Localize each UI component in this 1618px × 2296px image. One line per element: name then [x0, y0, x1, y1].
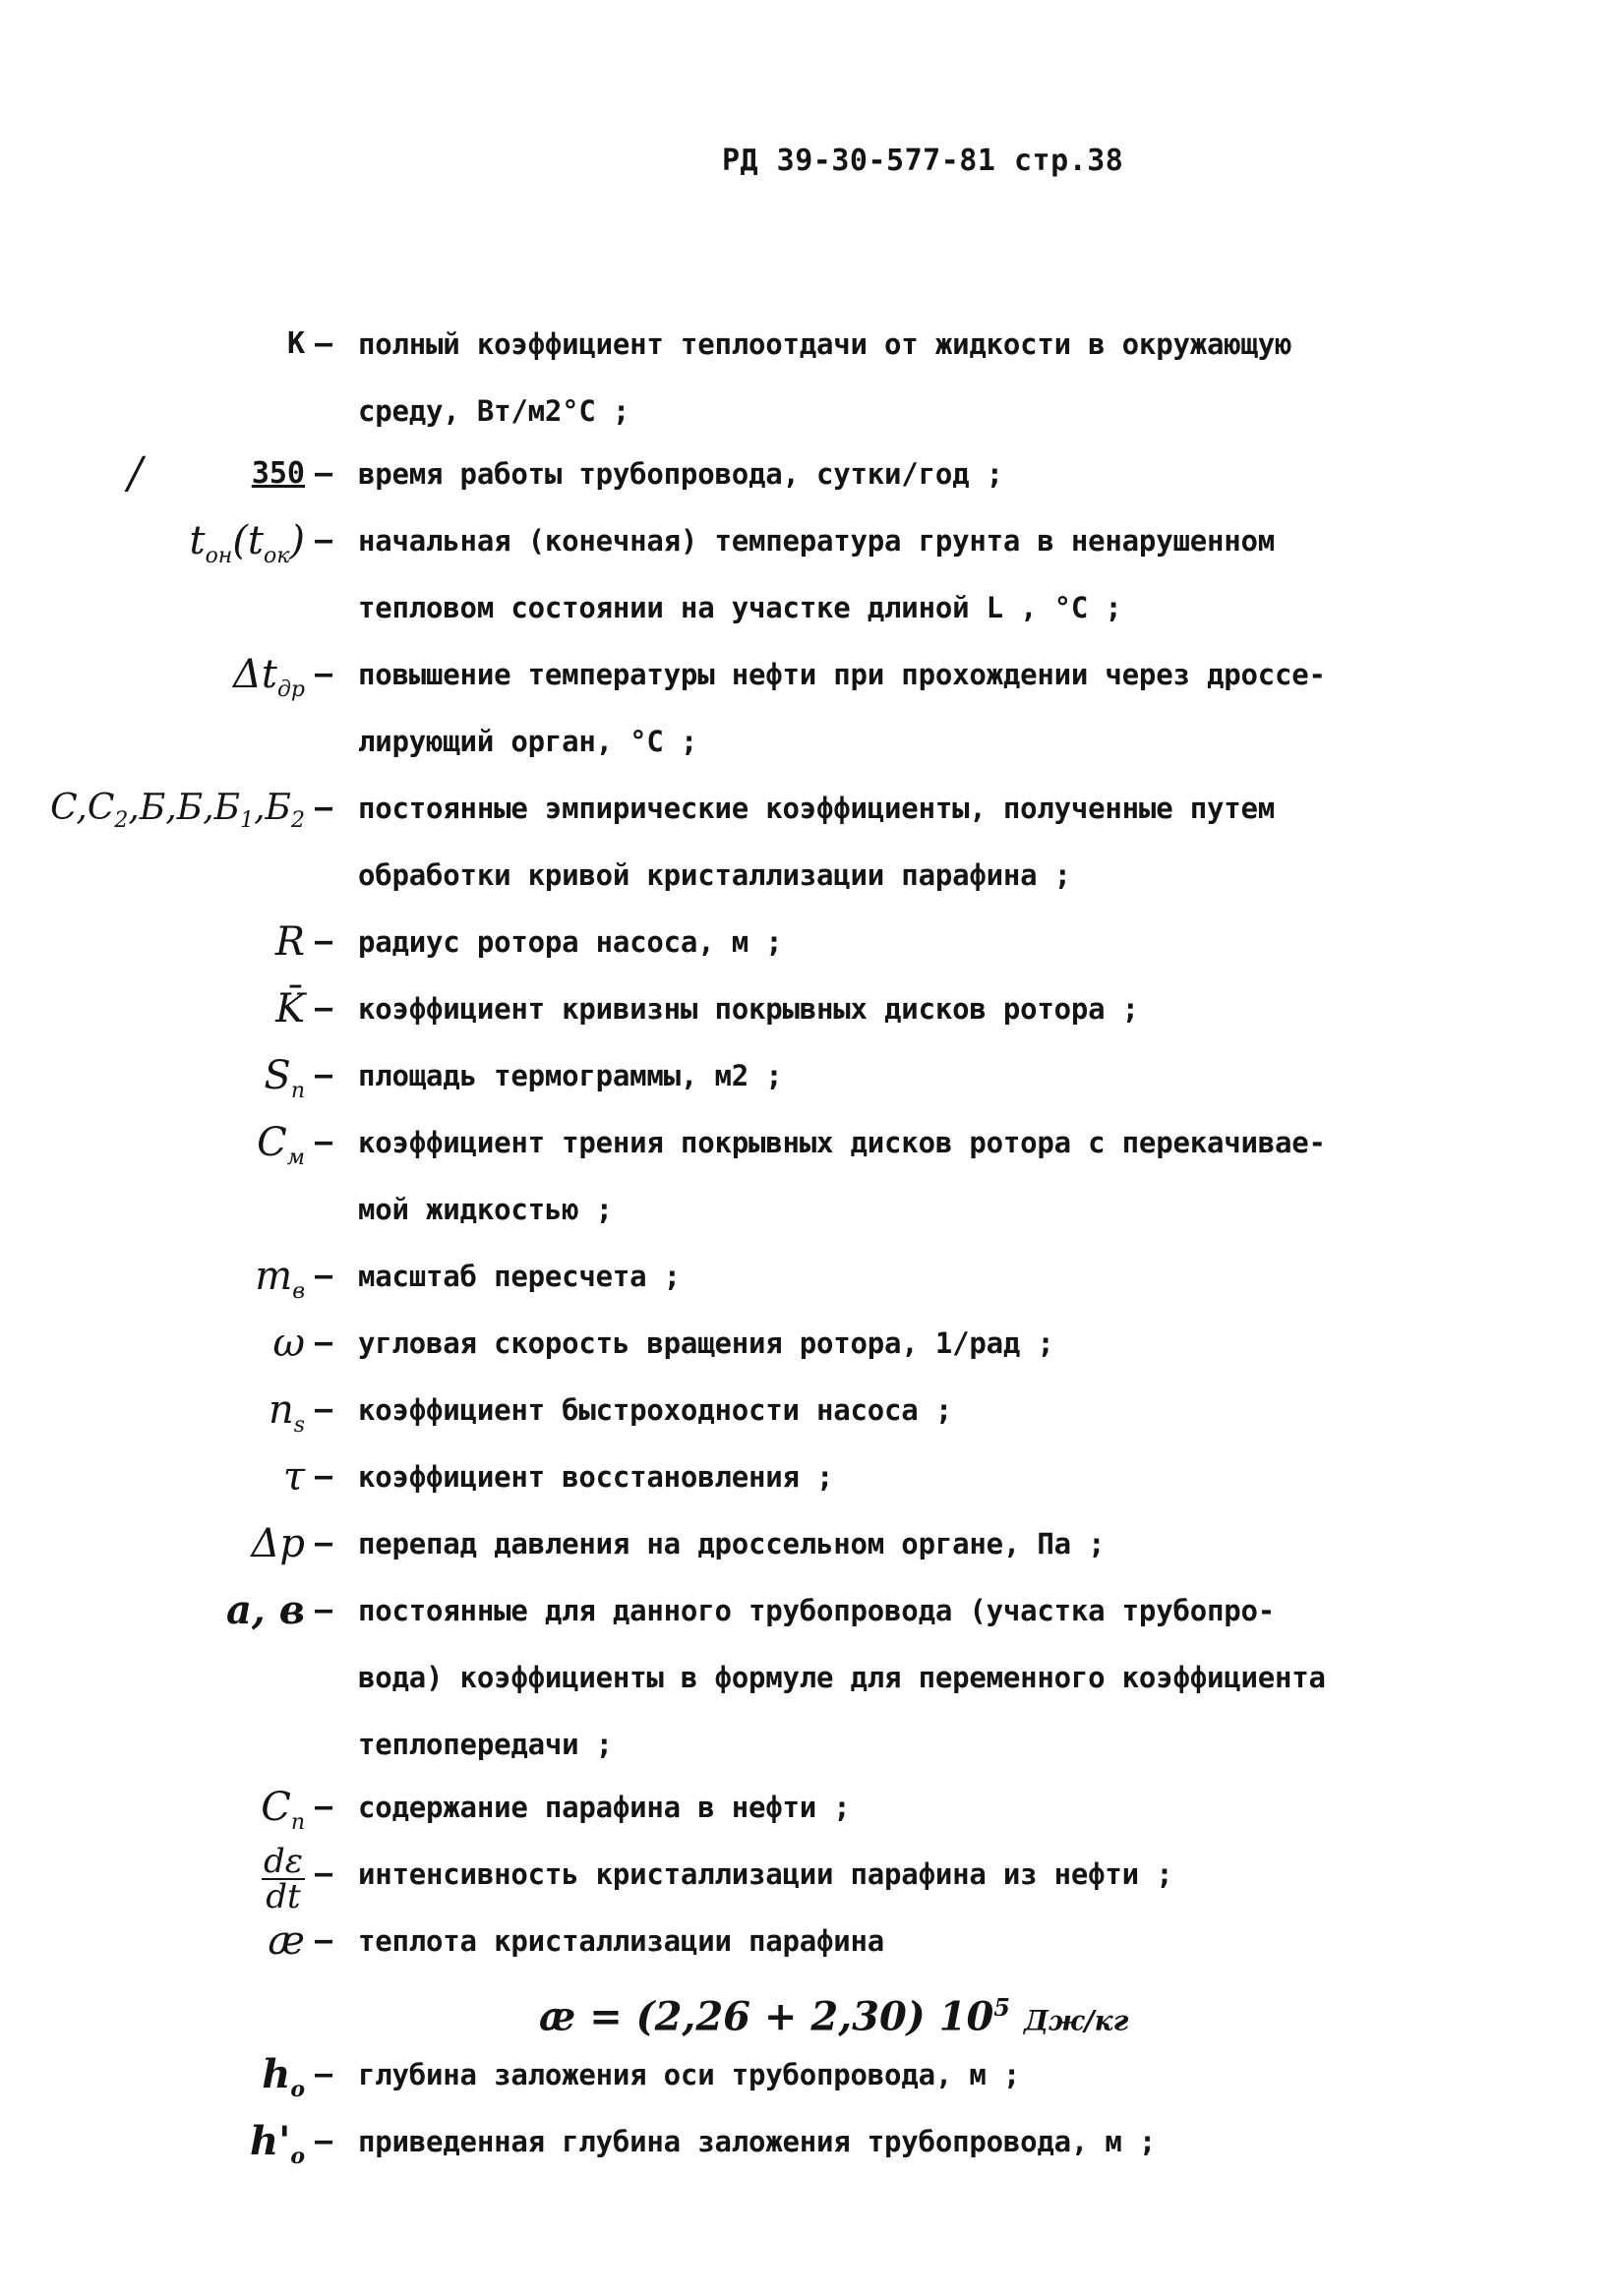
- entry-dash: –: [315, 1790, 333, 1824]
- entry-dash: –: [315, 456, 333, 491]
- entry-description: коэффициент восстановления ;: [358, 1460, 834, 1494]
- entry-symbol: R: [274, 919, 305, 965]
- entry-symbol: $C,C_2,Б,Б,Б_1,Б_2$: [50, 788, 305, 834]
- entry-symbol: 350: [251, 456, 305, 491]
- entry-symbol: τ: [282, 1454, 305, 1500]
- entry-description: интенсивность кристаллизации парафина из нефти ;: [358, 1857, 1173, 1891]
- entry-description: повышение температуры нефти при прохождении через дроссе- лирующий орган, °С ;: [358, 658, 1326, 758]
- crystallization-heat-formula: æ = (2,26 + 2,30) $10^5$ Дж/кг: [539, 1993, 1129, 2040]
- entry-dash: –: [315, 1392, 333, 1427]
- entry-description: радиус ротора насоса, м ;: [358, 925, 783, 959]
- entry-symbol: $\Delta t_{др}$: [233, 652, 305, 702]
- entry-dash: –: [315, 523, 333, 558]
- entry-dash: –: [315, 1259, 333, 1293]
- entry-symbol: $C_м$: [257, 1120, 305, 1170]
- entry-description: глубина заложения оси трубопровода, м ;: [358, 2058, 1021, 2091]
- entry-dash: –: [315, 924, 333, 959]
- entry-dash: –: [315, 1058, 333, 1092]
- entry-symbol: Δp: [251, 1521, 305, 1566]
- entry-dash: –: [315, 1593, 333, 1627]
- entry-dash: –: [315, 1923, 333, 1958]
- entry-dash: –: [315, 791, 333, 825]
- entry-symbol: $C_п$: [261, 1785, 305, 1835]
- entry-description: содержание парафина в нефти ;: [358, 1791, 851, 1824]
- entry-description: постоянные эмпирические коэффициенты, полученные путем обработки кривой кристаллизации парафина ;: [358, 792, 1276, 892]
- entry-description: теплота кристаллизации парафина: [358, 1924, 885, 1958]
- margin-mark: /: [128, 448, 143, 499]
- entry-symbol: $n_s$: [268, 1387, 305, 1438]
- entry-dash: –: [315, 2057, 333, 2091]
- page-header: РД 39-30-577-81 стр.38: [722, 144, 1124, 178]
- entry-dash: –: [315, 1325, 333, 1360]
- entry-dash: –: [315, 326, 333, 361]
- entry-description: время работы трубопровода, сутки/год ;: [358, 457, 1003, 491]
- entry-description: перепад давления на дроссельном органе, Па ;: [358, 1527, 1106, 1560]
- entry-description: начальная (конечная) температура грунта в ненарушенном тепловом состоянии на участке длиной L , °С ;: [358, 524, 1276, 624]
- entry-description: угловая скорость вращения ротора, 1/рад ;: [358, 1326, 1054, 1360]
- entry-symbol: $S_п$: [264, 1053, 305, 1103]
- entry-symbol: $h'_о$: [249, 2118, 305, 2169]
- entry-dash: –: [315, 657, 333, 691]
- entry-dash: –: [315, 1526, 333, 1560]
- entry-dash: –: [315, 991, 333, 1026]
- entry-description: коэффициент трения покрывных дисков ротора с перекачивае- мой жидкостью ;: [358, 1126, 1326, 1226]
- entry-symbol: æ: [268, 1918, 305, 1964]
- entry-symbol: $t_{он}(t_{ок})$: [189, 518, 305, 568]
- entry-description: постоянные для данного трубопровода (участка трубопро- вода) коэффициенты в формуле для переменного коэффициента теплопередачи ;: [358, 1594, 1326, 1761]
- entry-description: коэффициент кривизны покрывных дисков ротора ;: [358, 992, 1139, 1026]
- entry-description: полный коэффициент теплоотдачи от жидкости в окружающую среду, Вт/м2°С ;: [358, 327, 1292, 428]
- entry-dash: –: [315, 1856, 333, 1891]
- entry-dash: –: [315, 1125, 333, 1159]
- entry-description: масштаб пересчета ;: [358, 1260, 681, 1293]
- entry-symbol: $m_в$: [255, 1254, 305, 1304]
- entry-symbol: K̄: [275, 986, 305, 1031]
- entry-symbol: $\frac{d\varepsilon}{dt}$: [263, 1842, 303, 1916]
- entry-description: коэффициент быстроходности насоса ;: [358, 1393, 953, 1427]
- entry-symbol: a, в: [225, 1587, 305, 1633]
- entry-description: площадь термограммы, м2 ;: [358, 1059, 783, 1092]
- entry-symbol: $h_о$: [262, 2051, 305, 2102]
- entry-dash: –: [315, 2124, 333, 2158]
- entry-symbol: К: [286, 326, 305, 361]
- entry-dash: –: [315, 1459, 333, 1494]
- entry-symbol: ω: [272, 1321, 305, 1366]
- entry-description: приведенная глубина заложения трубопровода, м ;: [358, 2125, 1157, 2158]
